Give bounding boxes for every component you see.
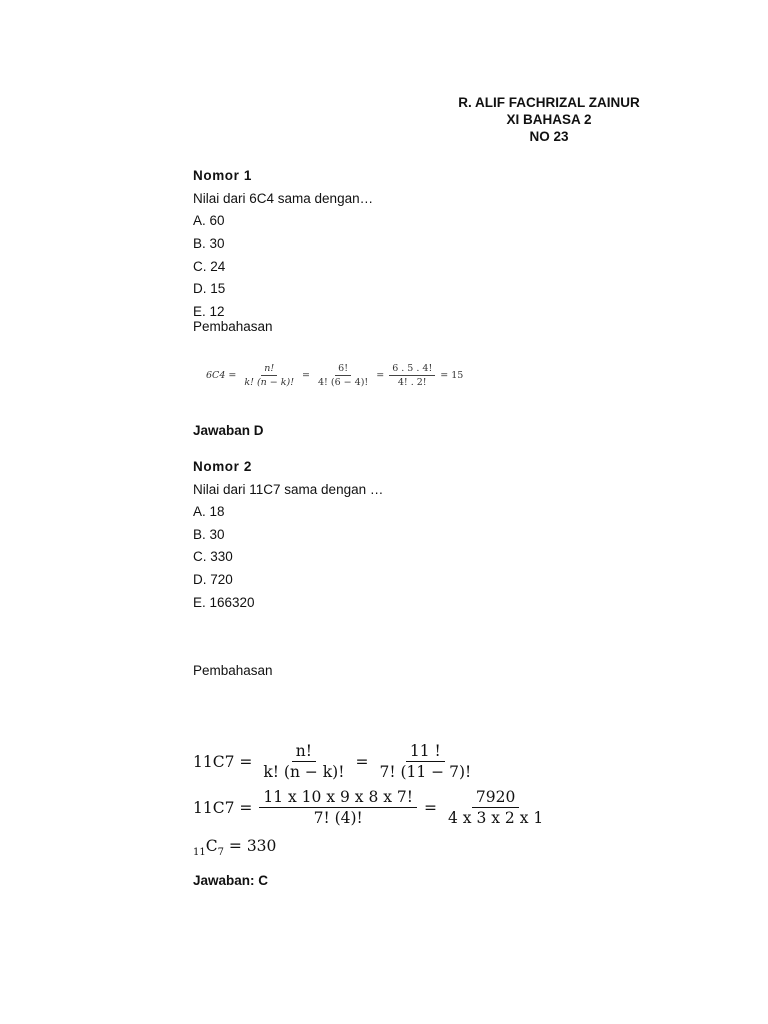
q2-result-sub: 7	[217, 847, 224, 859]
q2-line2-fraction-1-num: 11 x 10 x 9 x 8 x 7!	[259, 788, 417, 808]
q2-line1-eq: =	[355, 752, 369, 771]
q1-option-d: D. 15	[193, 281, 226, 296]
q1-formula-lhs: 6C4 =	[206, 369, 237, 381]
q2-line1-fraction-2	[375, 742, 475, 781]
q1-title: Nomor 1	[193, 168, 252, 183]
q1-option-c: C. 24	[193, 259, 226, 274]
q2-option-a: A. 18	[193, 504, 225, 519]
q1-eq-2: =	[376, 369, 385, 381]
q2-question: Nilai dari 11C7 sama dengan …	[193, 482, 384, 497]
q2-line2-fraction-2-den: 4 x 3 x 2 x 1	[448, 809, 544, 827]
q2-line2-eq: =	[424, 798, 438, 817]
q1-fraction-3-num: 6 . 5 . 4!	[389, 363, 435, 376]
q2-result-value: = 330	[223, 837, 277, 855]
q2-line1-lhs: 11C7 =	[193, 752, 253, 771]
q2-result-prefix: 11	[193, 847, 206, 859]
q2-result	[193, 837, 276, 858]
q1-option-b: B. 30	[193, 236, 225, 251]
q1-fraction-1-num: n!	[261, 363, 277, 376]
q2-line1-fraction-2-num: 11 !	[406, 742, 445, 762]
student-number: NO 23	[529, 129, 569, 144]
q1-fraction-2-den: 4! (6 − 4)!	[318, 376, 369, 388]
q1-fraction-1	[241, 363, 297, 388]
q1-option-a: A. 60	[193, 213, 225, 228]
q2-option-d: D. 720	[193, 572, 233, 587]
q2-title: Nomor 2	[193, 459, 252, 474]
q1-discussion-label: Pembahasan	[193, 319, 273, 334]
student-class: XI BAHASA 2	[506, 112, 592, 127]
q2-line2-fraction-1	[259, 788, 417, 827]
q2-line1-fraction-2-den: 7! (11 − 7)!	[379, 763, 472, 781]
student-name: R. ALIF FACHRIZAL ZAINUR	[458, 95, 640, 110]
q2-result-base: C	[205, 837, 218, 855]
q1-fraction-3	[389, 363, 435, 388]
q2-line1-fraction-1	[259, 742, 348, 781]
q1-fraction-3-den: 4! . 2!	[397, 376, 427, 388]
q1-fraction-1-den: k! (n − k)!	[244, 376, 295, 388]
q1-eq-1: =	[302, 369, 311, 381]
q2-answer: Jawaban: C	[193, 873, 269, 888]
q1-answer: Jawaban D	[193, 423, 264, 438]
q2-formula-line-1	[193, 742, 482, 781]
q2-line2-fraction-2	[444, 788, 547, 827]
q2-line2-lhs: 11C7 =	[193, 798, 253, 817]
document-header	[400, 94, 698, 145]
q1-option-e: E. 12	[193, 304, 225, 319]
q1-formula	[206, 360, 463, 390]
q2-line2-fraction-2-num: 7920	[472, 788, 519, 808]
q2-option-c: C. 330	[193, 549, 233, 564]
q2-option-b: B. 30	[193, 527, 225, 542]
q1-formula-result: = 15	[440, 369, 464, 381]
q1-fraction-2-num: 6!	[335, 363, 351, 376]
q2-option-e: E. 166320	[193, 595, 255, 610]
q2-formula-line-2	[193, 788, 554, 827]
q1-fraction-2	[315, 363, 371, 388]
q2-line1-fraction-1-num: n!	[292, 742, 316, 762]
q2-discussion-label: Pembahasan	[193, 663, 273, 678]
q2-line2-fraction-1-den: 7! (4)!	[313, 809, 363, 827]
q2-line1-fraction-1-den: k! (n − k)!	[263, 763, 345, 781]
q1-question: Nilai dari 6C4 sama dengan…	[193, 191, 374, 206]
